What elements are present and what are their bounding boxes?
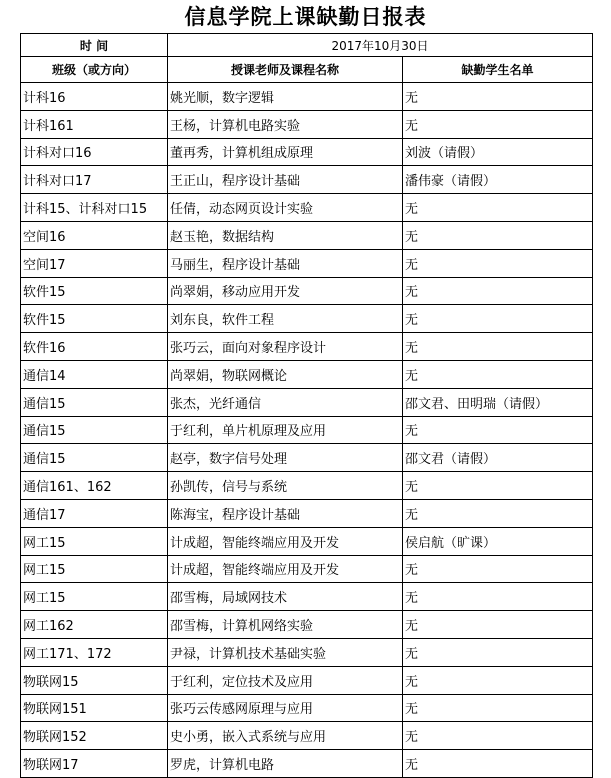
absent-cell: 潘伟豪（请假） [403,166,593,194]
absent-cell: 无 [403,750,593,778]
class-cell: 物联网151 [21,694,168,722]
absent-cell: 无 [403,83,593,111]
absent-cell: 无 [403,221,593,249]
class-cell: 空间17 [21,249,168,277]
class-cell: 软件16 [21,333,168,361]
absent-cell: 无 [403,583,593,611]
table-row [21,166,593,194]
class-cell: 通信15 [21,416,168,444]
absent-cell: 无 [403,194,593,222]
absent-cell: 无 [403,638,593,666]
teacher-course-cell: 张巧云，面向对象程序设计 [168,333,403,361]
class-cell: 物联网152 [21,722,168,750]
absent-cell: 无 [403,249,593,277]
teacher-course-cell: 陈海宝，程序设计基础 [168,499,403,527]
class-cell: 通信17 [21,499,168,527]
table-row [21,722,593,750]
class-cell: 通信15 [21,388,168,416]
absent-cell: 无 [403,277,593,305]
teacher-course-cell: 罗虎，计算机电路 [168,750,403,778]
class-cell: 网工171、172 [21,638,168,666]
table-row [21,333,593,361]
teacher-course-cell: 史小勇，嵌入式系统与应用 [168,722,403,750]
class-cell: 计科对口17 [21,166,168,194]
table-row [21,583,593,611]
teacher-course-cell: 王杨，计算机电路实验 [168,110,403,138]
column-header-row [21,57,593,83]
teacher-course-cell: 姚光顺，数字逻辑 [168,83,403,111]
absent-cell: 无 [403,472,593,500]
table-row [21,638,593,666]
absent-cell: 邵文君（请假） [403,444,593,472]
table-row [21,499,593,527]
teacher-course-cell: 赵玉艳，数据结构 [168,221,403,249]
column-header-teacher-course: 授课老师及课程名称 [168,57,403,83]
absent-cell: 刘波（请假） [403,138,593,166]
absent-cell: 无 [403,333,593,361]
teacher-course-cell: 赵亭，数字信号处理 [168,444,403,472]
absent-cell: 侯启航（旷课） [403,527,593,555]
absent-cell: 无 [403,694,593,722]
teacher-course-cell: 计成超，智能终端应用及开发 [168,555,403,583]
time-row [21,34,593,57]
teacher-course-cell: 邵雪梅，局域网技术 [168,583,403,611]
teacher-course-cell: 马丽生，程序设计基础 [168,249,403,277]
table-row [21,472,593,500]
absent-cell: 无 [403,722,593,750]
absent-cell: 无 [403,499,593,527]
table-row [21,694,593,722]
absence-report-table [20,33,593,778]
class-cell: 计科16 [21,83,168,111]
table-row [21,138,593,166]
table-row [21,221,593,249]
teacher-course-cell: 尚翠娟，移动应用开发 [168,277,403,305]
table-row [21,611,593,639]
teacher-course-cell: 于红利，单片机原理及应用 [168,416,403,444]
column-header-absent: 缺勤学生名单 [403,57,593,83]
table-row [21,750,593,778]
class-cell: 计科15、计科对口15 [21,194,168,222]
absent-cell: 无 [403,305,593,333]
class-cell: 物联网17 [21,750,168,778]
absent-cell: 无 [403,110,593,138]
class-cell: 网工15 [21,527,168,555]
table-row [21,249,593,277]
column-header-class: 班级（或方向） [21,57,168,83]
teacher-course-cell: 王正山，程序设计基础 [168,166,403,194]
absent-cell: 无 [403,360,593,388]
table-row [21,110,593,138]
class-cell: 通信161、162 [21,472,168,500]
teacher-course-cell: 董再秀，计算机组成原理 [168,138,403,166]
time-label: 时 间 [21,34,168,57]
class-cell: 软件15 [21,305,168,333]
teacher-course-cell: 邵雪梅，计算机网络实验 [168,611,403,639]
teacher-course-cell: 于红利，定位技术及应用 [168,666,403,694]
teacher-course-cell: 尚翠娟，物联网概论 [168,360,403,388]
report-date: 2017年10月30日 [168,34,593,57]
table-row [21,277,593,305]
teacher-course-cell: 张杰，光纤通信 [168,388,403,416]
table-row [21,305,593,333]
teacher-course-cell: 任倩，动态网页设计实验 [168,194,403,222]
class-cell: 通信14 [21,360,168,388]
table-row [21,194,593,222]
teacher-course-cell: 张巧云传感网原理与应用 [168,694,403,722]
absent-cell: 邵文君、田明瑞（请假） [403,388,593,416]
table-row [21,388,593,416]
teacher-course-cell: 计成超，智能终端应用及开发 [168,527,403,555]
class-cell: 软件15 [21,277,168,305]
absent-cell: 无 [403,555,593,583]
class-cell: 空间16 [21,221,168,249]
class-cell: 网工15 [21,555,168,583]
absent-cell: 无 [403,666,593,694]
class-cell: 网工162 [21,611,168,639]
absent-cell: 无 [403,611,593,639]
table-row [21,444,593,472]
table-row [21,416,593,444]
teacher-course-cell: 孙凯传，信号与系统 [168,472,403,500]
table-row [21,666,593,694]
class-cell: 通信15 [21,444,168,472]
class-cell: 计科对口16 [21,138,168,166]
table-row [21,83,593,111]
table-row [21,527,593,555]
table-row [21,360,593,388]
absent-cell: 无 [403,416,593,444]
teacher-course-cell: 刘东良，软件工程 [168,305,403,333]
table-row [21,555,593,583]
class-cell: 物联网15 [21,666,168,694]
report-title: 信息学院上课缺勤日报表 [184,4,427,29]
class-cell: 计科161 [21,110,168,138]
class-cell: 网工15 [21,583,168,611]
teacher-course-cell: 尹禄，计算机技术基础实验 [168,638,403,666]
